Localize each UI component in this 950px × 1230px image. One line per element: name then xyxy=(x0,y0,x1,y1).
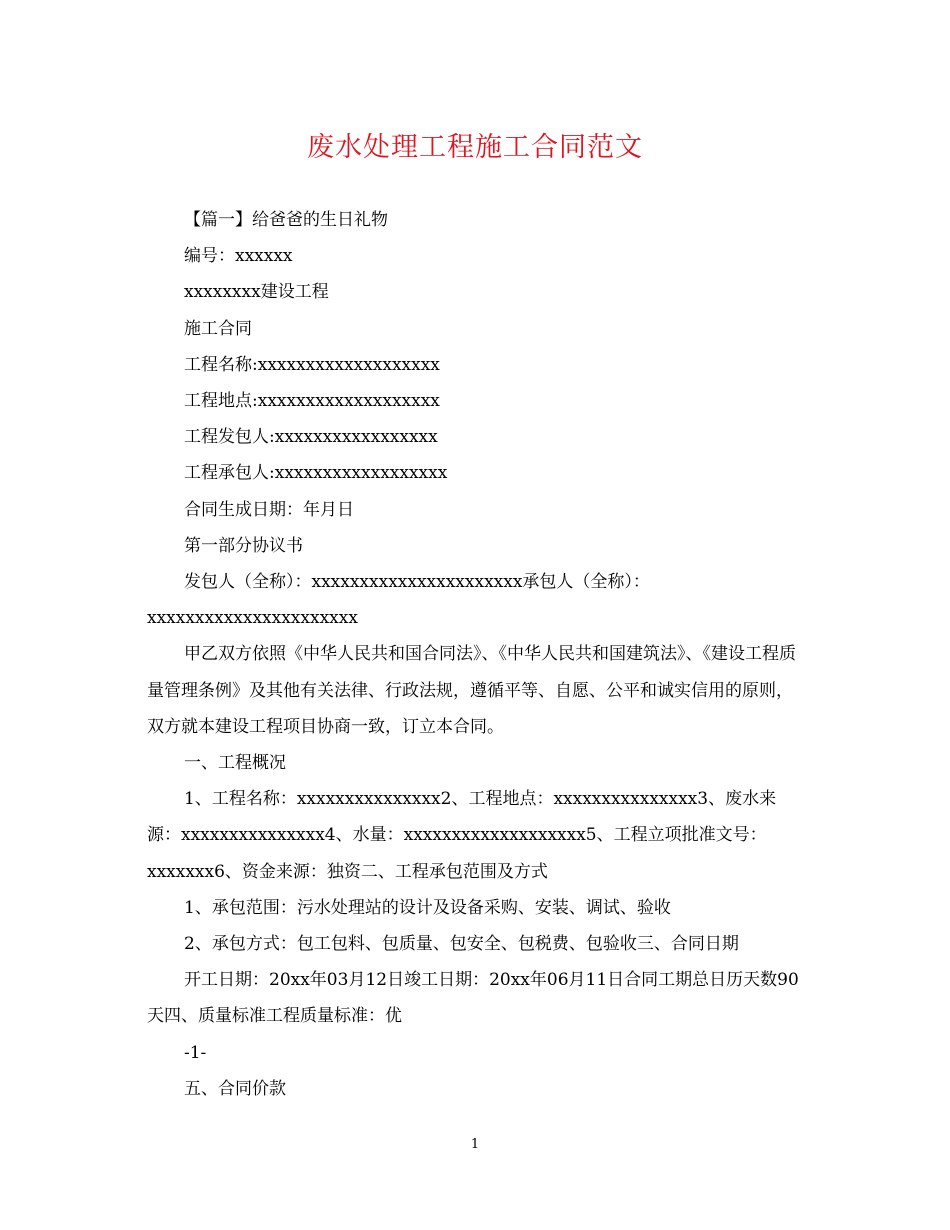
paragraph-project-name: 工程名称:xxxxxxxxxxxxxxxxxxx xyxy=(184,354,440,375)
document-body xyxy=(147,202,807,1107)
paragraph-contractor: 工程承包人:xxxxxxxxxxxxxxxxxx xyxy=(184,463,448,484)
paragraph-inline-page-marker: -1- xyxy=(184,1042,207,1063)
paragraph-contract-date: 合同生成日期：年月日 xyxy=(184,499,354,520)
paragraph-schedule-quality: 开工日期：20xx年03月12日竣工日期：20xx年06月11日合同工期总日历天数90天四、质量标准工程质量标准：优 xyxy=(147,970,799,1027)
paragraph-construction-contract: 施工合同 xyxy=(184,318,252,339)
paragraph-section-heading: 【篇一】给爸爸的生日礼物 xyxy=(184,210,388,230)
page-number: 1 xyxy=(470,1137,480,1152)
paragraph-contract-price-heading: 五、合同价款 xyxy=(184,1078,286,1099)
paragraph-construction-project: xxxxxxxx建设工程 xyxy=(184,282,329,303)
paragraph-project-location: 工程地点:xxxxxxxxxxxxxxxxxxx xyxy=(184,391,440,412)
paragraph-overview-heading: 一、工程概况 xyxy=(184,753,286,774)
paragraph-legal-basis: 甲乙双方依照《中华人民共和国合同法》、《中华人民共和国建筑法》、《建设工程质量管理条例》及其他有关法律、行政法规，遵循平等、自愿、公平和诚实信用的原则，双方就本建设工程项目协商一致，订立本合同。 xyxy=(147,644,796,737)
paragraph-part-one-heading: 第一部分协议书 xyxy=(184,535,303,556)
paragraph-contract-scope: 1、承包范围：污水处理站的设计及设备采购、安装、调试、验收 xyxy=(184,897,671,918)
paragraph-contract-method: 2、承包方式：包工包料、包质量、包安全、包税费、包验收三、合同日期 xyxy=(184,934,739,955)
paragraph-employer: 工程发包人:xxxxxxxxxxxxxxxxx xyxy=(184,427,438,448)
document-title: 废水处理工程施工合同范文 xyxy=(307,132,643,163)
paragraph-contract-number: 编号：xxxxxx xyxy=(184,246,293,267)
paragraph-parties: 发包人（全称）：xxxxxxxxxxxxxxxxxxxxxx承包人（全称）：xxxxxxxxxxxxxxxxxxxxxx xyxy=(147,572,650,629)
paragraph-overview-details: 1、工程名称：xxxxxxxxxxxxxxx2、工程地点：xxxxxxxxxxxxxxx3、废水来源：xxxxxxxxxxxxxxx4、水量：xxxxxxxxxxxxxxxxxxx5、工程立项批准文号：xxxxxxx6、资金来源：独资二、工程承包范围及方式 xyxy=(147,789,777,882)
